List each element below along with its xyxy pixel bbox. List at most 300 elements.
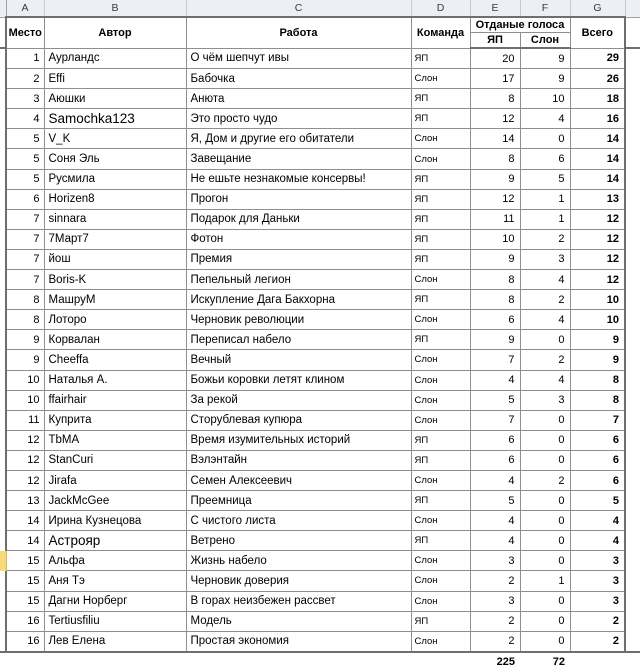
cell-place[interactable]: 16 — [6, 631, 44, 652]
header-votes-yap[interactable]: ЯП — [470, 33, 520, 49]
column-header-d[interactable]: D — [411, 0, 470, 17]
cell-author[interactable]: Cheeffa — [44, 350, 186, 370]
cell-place[interactable]: 7 — [6, 229, 44, 249]
cell-author[interactable]: Аурландс — [44, 48, 186, 69]
table-row[interactable] — [0, 370, 640, 390]
table-row[interactable] — [0, 249, 640, 269]
cell-votes-slon[interactable]: 0 — [520, 430, 570, 450]
cell-author[interactable]: Альфа — [44, 551, 186, 571]
header-work[interactable]: Работа — [186, 17, 411, 48]
right-gutter-cell — [625, 149, 640, 169]
cell-work[interactable]: Завещание — [186, 149, 411, 169]
right-gutter-cell — [625, 611, 640, 631]
cell-team[interactable]: ЯП — [411, 430, 470, 450]
right-gutter-cell — [625, 450, 640, 470]
cell-total[interactable]: 26 — [570, 69, 625, 89]
cell-total[interactable]: 12 — [570, 249, 625, 269]
cell-total[interactable]: 12 — [570, 229, 625, 249]
totals-slon[interactable]: 72 — [520, 652, 570, 672]
cell-votes-slon[interactable]: 0 — [520, 511, 570, 531]
cell-work[interactable]: Премия — [186, 249, 411, 269]
cell-votes-yap[interactable]: 4 — [470, 511, 520, 531]
cell-work[interactable]: Это просто чудо — [186, 109, 411, 129]
cell-total[interactable]: 2 — [570, 611, 625, 631]
cell-team[interactable]: ЯП — [411, 109, 470, 129]
cell-team[interactable]: Слон — [411, 410, 470, 430]
cell-team[interactable]: ЯП — [411, 89, 470, 109]
cell-place[interactable]: 14 — [6, 531, 44, 551]
cell-place[interactable]: 7 — [6, 249, 44, 269]
table-row[interactable] — [0, 450, 640, 470]
cell-team[interactable]: Слон — [411, 310, 470, 330]
cell-author[interactable]: Соня Эль — [44, 149, 186, 169]
cell-work[interactable]: О чём шепчут ивы — [186, 48, 411, 69]
right-gutter-cell — [625, 229, 640, 249]
cell-team[interactable]: Слон — [411, 149, 470, 169]
cell-place[interactable]: 10 — [6, 390, 44, 410]
cell-total[interactable]: 5 — [570, 491, 625, 511]
cell-place[interactable]: 13 — [6, 491, 44, 511]
header-team[interactable]: Команда — [411, 17, 470, 48]
header-place[interactable]: Место — [6, 17, 44, 48]
right-gutter-cell — [625, 551, 640, 571]
cell-votes-slon[interactable]: 6 — [520, 149, 570, 169]
cell-place[interactable]: 12 — [6, 430, 44, 450]
right-gutter-cell — [625, 470, 640, 490]
cell-work[interactable]: За рекой — [186, 390, 411, 410]
right-gutter-cell — [625, 571, 640, 591]
cell-team[interactable]: Слон — [411, 470, 470, 490]
cell-votes-yap[interactable]: 11 — [470, 209, 520, 229]
cell-team[interactable]: ЯП — [411, 491, 470, 511]
right-gutter-cell — [625, 69, 640, 89]
cell-total[interactable]: 7 — [570, 410, 625, 430]
right-gutter-cell — [625, 310, 640, 330]
cell-total[interactable]: 14 — [570, 149, 625, 169]
table-row[interactable] — [0, 511, 640, 531]
cell-total[interactable]: 14 — [570, 169, 625, 189]
cell-votes-yap[interactable]: 8 — [470, 149, 520, 169]
right-gutter-cell — [625, 189, 640, 209]
totals-row — [0, 652, 640, 672]
cell-author[interactable]: Effi — [44, 69, 186, 89]
table-row[interactable] — [0, 69, 640, 89]
header-author[interactable]: Автор — [44, 17, 186, 48]
header-votes-group[interactable]: Отданые голоса — [470, 17, 570, 33]
table-row[interactable] — [0, 531, 640, 551]
cell-votes-slon[interactable]: 0 — [520, 330, 570, 350]
right-gutter-cell — [625, 410, 640, 430]
cell-votes-slon[interactable]: 1 — [520, 189, 570, 209]
cell-work[interactable]: Черновик революции — [186, 310, 411, 330]
cell-total[interactable]: 8 — [570, 390, 625, 410]
cell-work[interactable]: Переписал набело — [186, 330, 411, 350]
cell-work[interactable]: Черновик доверия — [186, 571, 411, 591]
cell-place[interactable]: 14 — [6, 511, 44, 531]
cell-total[interactable]: 8 — [570, 370, 625, 390]
right-gutter-cell — [625, 290, 640, 310]
cell-votes-yap[interactable]: 3 — [470, 591, 520, 611]
cell-total[interactable]: 3 — [570, 571, 625, 591]
cell-place[interactable]: 15 — [6, 591, 44, 611]
cell-votes-yap[interactable]: 6 — [470, 450, 520, 470]
totals-spacer-total — [570, 652, 625, 672]
table-row[interactable] — [0, 209, 640, 229]
right-gutter-cell — [625, 511, 640, 531]
cell-team[interactable]: ЯП — [411, 249, 470, 269]
cell-team[interactable]: ЯП — [411, 48, 470, 69]
right-gutter-cell — [625, 17, 640, 33]
right-gutter-cell — [625, 209, 640, 229]
cell-votes-slon[interactable]: 4 — [520, 310, 570, 330]
cell-votes-slon[interactable]: 0 — [520, 129, 570, 149]
column-header-c[interactable]: C — [186, 0, 411, 17]
totals-spacer-author — [44, 652, 186, 672]
right-gutter-cell — [625, 631, 640, 652]
cell-author[interactable]: Астрояр — [44, 531, 186, 551]
cell-total[interactable]: 6 — [570, 450, 625, 470]
table-row[interactable] — [0, 270, 640, 290]
table-row[interactable] — [0, 290, 640, 310]
cell-votes-slon[interactable]: 10 — [520, 89, 570, 109]
cell-votes-slon[interactable]: 4 — [520, 370, 570, 390]
table-row[interactable] — [0, 350, 640, 370]
right-gutter-cell — [625, 430, 640, 450]
cell-votes-slon[interactable]: 2 — [520, 229, 570, 249]
cell-place[interactable]: 15 — [6, 571, 44, 591]
cell-votes-slon[interactable]: 3 — [520, 390, 570, 410]
header-votes-slon[interactable]: Слон — [520, 33, 570, 49]
cell-votes-slon[interactable]: 0 — [520, 551, 570, 571]
table-row[interactable] — [0, 169, 640, 189]
cell-votes-slon[interactable]: 9 — [520, 69, 570, 89]
column-header-g[interactable]: G — [570, 0, 625, 17]
cell-place[interactable]: 12 — [6, 450, 44, 470]
cell-votes-yap[interactable]: 5 — [470, 491, 520, 511]
cell-work[interactable]: Ветрено — [186, 531, 411, 551]
right-gutter-cell — [625, 129, 640, 149]
cell-votes-slon[interactable]: 0 — [520, 450, 570, 470]
cell-place[interactable]: 9 — [6, 330, 44, 350]
cell-place[interactable]: 5 — [6, 169, 44, 189]
cell-place[interactable]: 7 — [6, 209, 44, 229]
cell-total[interactable]: 4 — [570, 511, 625, 531]
right-gutter-cell — [625, 531, 640, 551]
cell-place[interactable]: 9 — [6, 350, 44, 370]
cell-author[interactable]: Horizen8 — [44, 189, 186, 209]
cell-votes-slon[interactable]: 2 — [520, 290, 570, 310]
cell-votes-slon[interactable]: 0 — [520, 631, 570, 652]
cell-work[interactable]: Фотон — [186, 229, 411, 249]
cell-votes-slon[interactable]: 0 — [520, 611, 570, 631]
cell-votes-slon[interactable]: 2 — [520, 350, 570, 370]
cell-votes-yap[interactable]: 4 — [470, 370, 520, 390]
totals-spacer-work — [186, 652, 411, 672]
cell-team[interactable]: ЯП — [411, 189, 470, 209]
cell-votes-slon[interactable]: 5 — [520, 169, 570, 189]
right-gutter-cell — [625, 491, 640, 511]
table-row[interactable] — [0, 571, 640, 591]
right-gutter-cell — [625, 33, 640, 49]
cell-votes-slon[interactable]: 2 — [520, 470, 570, 490]
cell-work[interactable]: Анюта — [186, 89, 411, 109]
table-row[interactable] — [0, 611, 640, 631]
column-header-a[interactable]: A — [6, 0, 44, 17]
cell-author[interactable]: sinnara — [44, 209, 186, 229]
cell-votes-yap[interactable]: 14 — [470, 129, 520, 149]
cell-author[interactable]: V_K — [44, 129, 186, 149]
right-gutter-cell — [625, 109, 640, 129]
cell-team[interactable]: Слон — [411, 511, 470, 531]
cell-author[interactable]: Лев Елена — [44, 631, 186, 652]
cell-team[interactable]: Слон — [411, 591, 470, 611]
cell-team[interactable]: ЯП — [411, 450, 470, 470]
cell-total[interactable]: 12 — [570, 270, 625, 290]
cell-votes-yap[interactable]: 2 — [470, 631, 520, 652]
cell-votes-yap[interactable]: 9 — [470, 330, 520, 350]
cell-place[interactable]: 1 — [6, 48, 44, 69]
right-gutter-cell — [625, 330, 640, 350]
table-row[interactable] — [0, 229, 640, 249]
cell-total[interactable]: 3 — [570, 551, 625, 571]
right-gutter-cell — [625, 89, 640, 109]
table-row[interactable] — [0, 310, 640, 330]
column-header-f[interactable]: F — [520, 0, 570, 17]
right-gutter-cell — [625, 270, 640, 290]
cell-author[interactable]: Jirafa — [44, 470, 186, 490]
cell-votes-yap[interactable]: 10 — [470, 229, 520, 249]
cell-place[interactable]: 7 — [6, 270, 44, 290]
cell-votes-slon[interactable]: 4 — [520, 109, 570, 129]
cell-place[interactable]: 4 — [6, 109, 44, 129]
cell-work[interactable]: С чистого листа — [186, 511, 411, 531]
cell-work[interactable]: Вечный — [186, 350, 411, 370]
cell-votes-slon[interactable]: 0 — [520, 410, 570, 430]
cell-place[interactable]: 6 — [6, 189, 44, 209]
cell-author[interactable]: StanCuri — [44, 450, 186, 470]
cell-work[interactable]: Простая экономия — [186, 631, 411, 652]
cell-team[interactable]: ЯП — [411, 209, 470, 229]
cell-team[interactable]: Слон — [411, 551, 470, 571]
cell-place[interactable]: 5 — [6, 129, 44, 149]
cell-author[interactable]: JackMcGee — [44, 491, 186, 511]
cell-votes-slon[interactable]: 0 — [520, 531, 570, 551]
cell-work[interactable]: Пепельный легион — [186, 270, 411, 290]
right-gutter-cell — [625, 169, 640, 189]
header-total[interactable]: Всего — [570, 17, 625, 48]
cell-votes-yap[interactable]: 8 — [470, 89, 520, 109]
column-header-b[interactable]: B — [44, 0, 186, 17]
cell-votes-slon[interactable]: 3 — [520, 249, 570, 269]
cell-place[interactable]: 16 — [6, 611, 44, 631]
cell-total[interactable]: 9 — [570, 330, 625, 350]
cell-work[interactable]: Семен Алексеевич — [186, 470, 411, 490]
cell-total[interactable]: 3 — [570, 591, 625, 611]
cell-author[interactable]: Лоторо — [44, 310, 186, 330]
table-row[interactable] — [0, 89, 640, 109]
table-row[interactable] — [0, 491, 640, 511]
cell-total[interactable]: 13 — [570, 189, 625, 209]
cell-total[interactable]: 9 — [570, 350, 625, 370]
cell-votes-yap[interactable]: 8 — [470, 290, 520, 310]
cell-votes-yap[interactable]: 2 — [470, 571, 520, 591]
totals-spacer-team — [411, 652, 470, 672]
cell-votes-yap[interactable]: 6 — [470, 430, 520, 450]
table-body — [0, 48, 640, 652]
table-row[interactable] — [0, 631, 640, 652]
cell-votes-yap[interactable]: 7 — [470, 350, 520, 370]
cell-work[interactable]: Преемница — [186, 491, 411, 511]
cell-votes-yap[interactable]: 2 — [470, 611, 520, 631]
cell-votes-slon[interactable]: 1 — [520, 571, 570, 591]
cell-place[interactable]: 12 — [6, 470, 44, 490]
cell-place[interactable]: 11 — [6, 410, 44, 430]
cell-team[interactable]: ЯП — [411, 229, 470, 249]
right-gutter-cell — [625, 48, 640, 69]
cell-author[interactable]: Русмила — [44, 169, 186, 189]
cell-author[interactable]: Ирина Кузнецова — [44, 511, 186, 531]
cell-place[interactable]: 3 — [6, 89, 44, 109]
cell-place[interactable]: 8 — [6, 290, 44, 310]
cell-team[interactable]: Слон — [411, 631, 470, 652]
cell-author[interactable]: TbMA — [44, 430, 186, 450]
cell-place[interactable]: 10 — [6, 370, 44, 390]
cell-author[interactable]: Samochka123 — [44, 109, 186, 129]
cell-total[interactable]: 14 — [570, 129, 625, 149]
cell-author[interactable]: йош — [44, 249, 186, 269]
cell-votes-yap[interactable]: 9 — [470, 249, 520, 269]
cell-votes-slon[interactable]: 1 — [520, 209, 570, 229]
cell-author[interactable]: Аюшки — [44, 89, 186, 109]
table-header-row-top — [0, 17, 640, 33]
cell-votes-yap[interactable]: 12 — [470, 189, 520, 209]
table-row[interactable] — [0, 551, 640, 571]
cell-work[interactable]: Божьи коровки летят клином — [186, 370, 411, 390]
row-highlight-marker — [0, 551, 7, 571]
cell-author[interactable]: Куприта — [44, 410, 186, 430]
cell-place[interactable]: 8 — [6, 310, 44, 330]
cell-votes-yap[interactable]: 7 — [470, 410, 520, 430]
cell-work[interactable]: Вэлэнтайн — [186, 450, 411, 470]
cell-total[interactable]: 29 — [570, 48, 625, 69]
table-row[interactable] — [0, 48, 640, 69]
cell-work[interactable]: Сторублевая купюра — [186, 410, 411, 430]
table-row[interactable] — [0, 189, 640, 209]
cell-votes-yap[interactable]: 4 — [470, 531, 520, 551]
cell-work[interactable]: Подарок для Даньки — [186, 209, 411, 229]
table-row[interactable] — [0, 109, 640, 129]
table-row[interactable] — [0, 591, 640, 611]
cell-team[interactable]: ЯП — [411, 611, 470, 631]
cell-total[interactable]: 18 — [570, 89, 625, 109]
table-row[interactable] — [0, 410, 640, 430]
cell-votes-yap[interactable]: 6 — [470, 310, 520, 330]
cell-votes-yap[interactable]: 8 — [470, 270, 520, 290]
cell-team[interactable]: Слон — [411, 129, 470, 149]
cell-votes-slon[interactable]: 9 — [520, 48, 570, 69]
cell-author[interactable]: Наталья А. — [44, 370, 186, 390]
cell-votes-slon[interactable]: 0 — [520, 591, 570, 611]
cell-team[interactable]: Слон — [411, 390, 470, 410]
cell-author[interactable]: Корвалан — [44, 330, 186, 350]
cell-total[interactable]: 16 — [570, 109, 625, 129]
table-row[interactable] — [0, 129, 640, 149]
cell-author[interactable]: Аня Тэ — [44, 571, 186, 591]
cell-votes-yap[interactable]: 17 — [470, 69, 520, 89]
cell-team[interactable]: Слон — [411, 270, 470, 290]
table-row[interactable] — [0, 149, 640, 169]
cell-author[interactable]: Boris-K — [44, 270, 186, 290]
cell-author[interactable]: МашруМ — [44, 290, 186, 310]
cell-author[interactable]: ffairhair — [44, 390, 186, 410]
table-row[interactable] — [0, 470, 640, 490]
row-gutter-cell — [0, 33, 6, 49]
cell-total[interactable]: 12 — [570, 209, 625, 229]
cell-votes-slon[interactable]: 4 — [520, 270, 570, 290]
cell-team[interactable]: ЯП — [411, 531, 470, 551]
cell-total[interactable]: 2 — [570, 631, 625, 652]
cell-work[interactable]: Бабочка — [186, 69, 411, 89]
cell-place[interactable]: 5 — [6, 149, 44, 169]
cell-votes-yap[interactable]: 20 — [470, 48, 520, 69]
cell-work[interactable]: В горах неизбежен рассвет — [186, 591, 411, 611]
cell-team[interactable]: ЯП — [411, 330, 470, 350]
cell-team[interactable]: ЯП — [411, 169, 470, 189]
cell-work[interactable]: Я, Дом и другие его обитатели — [186, 129, 411, 149]
cell-votes-yap[interactable]: 5 — [470, 390, 520, 410]
cell-place[interactable]: 15 — [6, 551, 44, 571]
cell-votes-yap[interactable]: 9 — [470, 169, 520, 189]
cell-work[interactable]: Время изумительных историй — [186, 430, 411, 450]
cell-votes-yap[interactable]: 3 — [470, 551, 520, 571]
cell-work[interactable]: Не ешьте незнакомые консервы! — [186, 169, 411, 189]
cell-team[interactable]: Слон — [411, 571, 470, 591]
cell-total[interactable]: 6 — [570, 470, 625, 490]
totals-yap[interactable]: 225 — [470, 652, 520, 672]
cell-total[interactable]: 6 — [570, 430, 625, 450]
column-letter-row — [0, 0, 640, 17]
cell-author[interactable]: 7Март7 — [44, 229, 186, 249]
column-header-e[interactable]: E — [470, 0, 520, 17]
table-row[interactable] — [0, 430, 640, 450]
cell-votes-slon[interactable]: 0 — [520, 491, 570, 511]
cell-author[interactable]: Tertiusfiliu — [44, 611, 186, 631]
cell-team[interactable]: Слон — [411, 69, 470, 89]
cell-work[interactable]: Искупление Дага Бакхорна — [186, 290, 411, 310]
totals-spacer-place — [6, 652, 44, 672]
cell-work[interactable]: Жизнь набело — [186, 551, 411, 571]
cell-team[interactable]: Слон — [411, 350, 470, 370]
cell-place[interactable]: 2 — [6, 69, 44, 89]
cell-team[interactable]: Слон — [411, 370, 470, 390]
cell-work[interactable]: Прогон — [186, 189, 411, 209]
cell-author[interactable]: Дагни Норберг — [44, 591, 186, 611]
column-header-h[interactable] — [625, 0, 640, 17]
cell-work[interactable]: Модель — [186, 611, 411, 631]
right-gutter-cell — [625, 390, 640, 410]
cell-team[interactable]: ЯП — [411, 290, 470, 310]
cell-total[interactable]: 10 — [570, 290, 625, 310]
cell-votes-yap[interactable]: 4 — [470, 470, 520, 490]
cell-votes-yap[interactable]: 12 — [470, 109, 520, 129]
right-gutter-cell — [625, 591, 640, 611]
table-row[interactable] — [0, 390, 640, 410]
table-row[interactable] — [0, 330, 640, 350]
cell-total[interactable]: 10 — [570, 310, 625, 330]
cell-total[interactable]: 4 — [570, 531, 625, 551]
right-gutter-cell — [625, 652, 640, 672]
right-gutter-cell — [625, 370, 640, 390]
